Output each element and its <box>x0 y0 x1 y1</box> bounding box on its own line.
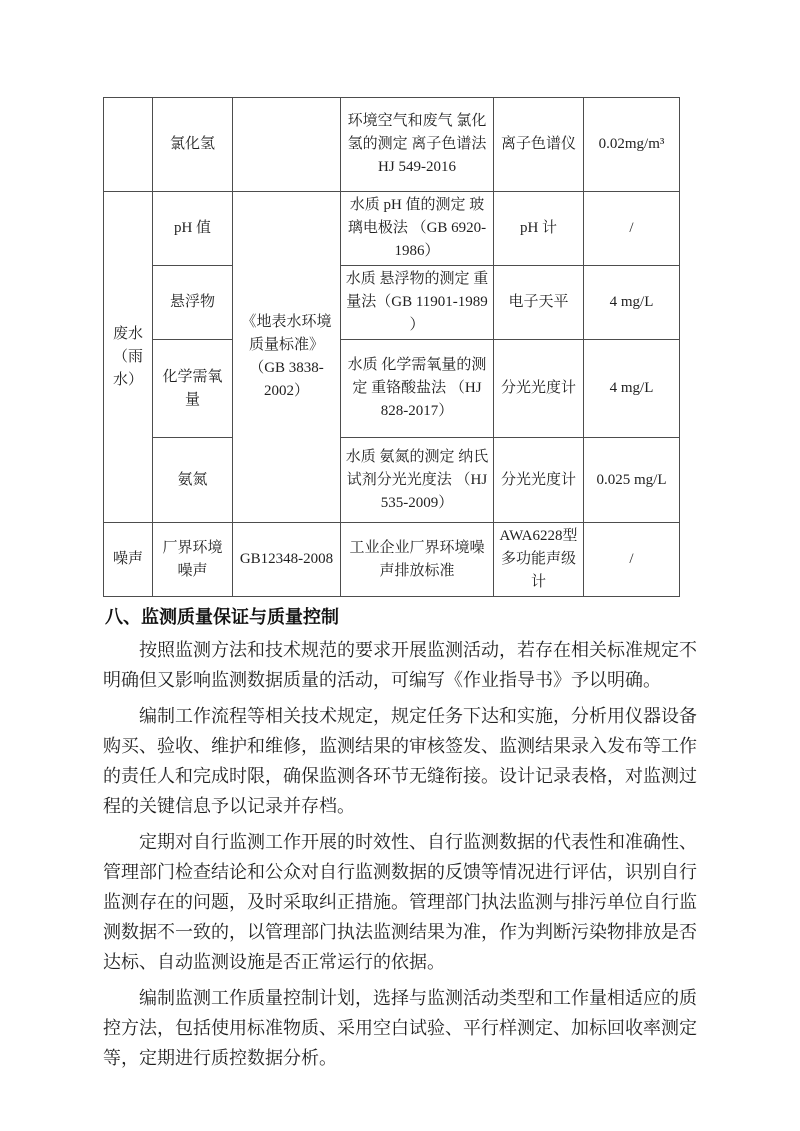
method-cell: 水质 悬浮物的测定 重量法（GB 11901-1989 ） <box>341 266 494 340</box>
instrument-cell: pH 计 <box>494 192 584 266</box>
method-cell: 工业企业厂界环境噪声排放标准 <box>341 523 494 597</box>
paragraph-evaluation: 定期对自行监测工作开展的时效性、自行监测数据的代表性和准确性、管理部门检查结论和公众对自行监测数据的反馈等情况进行评估，识别自行监测存在的问题，及时采取纠正措施。管理部门执法监测与排污单位自行监测数据不一致的，以管理部门执法监测结果为准，作为判断污染物排放是否达标、自动监测设施是否正常运行的依据。 <box>103 832 697 972</box>
method-cell: 环境空气和废气 氯化氢的测定 离子色谱法 HJ 549-2016 <box>341 98 494 192</box>
limit-cell: 0.02mg/m³ <box>584 98 680 192</box>
table-row <box>104 266 680 340</box>
category-cell <box>104 98 153 192</box>
method-cell: 水质 pH 值的测定 玻璃电极法 （GB 6920-1986） <box>341 192 494 266</box>
standard-cell: GB12348-2008 <box>233 523 341 597</box>
limit-cell: / <box>584 192 680 266</box>
table-row <box>104 438 680 523</box>
limit-cell: 0.025 mg/L <box>584 438 680 523</box>
pollutant-cell: 氨氮 <box>153 438 233 523</box>
table-row <box>104 98 680 192</box>
limit-cell: / <box>584 523 680 597</box>
method-cell: 水质 氨氮的测定 纳氏试剂分光光度法 （HJ 535-2009） <box>341 438 494 523</box>
section-heading: 八、监测质量保证与质量控制 <box>105 607 339 627</box>
category-cell: 废水（雨水） <box>104 192 153 523</box>
table-row <box>104 523 680 597</box>
standard-cell <box>233 98 341 192</box>
instrument-cell: 分光光度计 <box>494 340 584 438</box>
limit-cell: 4 mg/L <box>584 266 680 340</box>
instrument-cell: 离子色谱仪 <box>494 98 584 192</box>
table-row <box>104 192 680 266</box>
instrument-cell: 电子天平 <box>494 266 584 340</box>
pollutant-cell: 化学需氧量 <box>153 340 233 438</box>
paragraph-workflow: 编制工作流程等相关技术规定，规定任务下达和实施，分析用仪器设备购买、验收、维护和维修，监测结果的审核签发、监测结果录入发布等工作的责任人和完成时限，确保监测各环节无缝衔接。设计记录表格，对监测过程的关键信息予以记录并存档。 <box>103 706 697 816</box>
pollutant-cell: 悬浮物 <box>153 266 233 340</box>
pollutant-cell: 厂界环境噪声 <box>153 523 233 597</box>
limit-cell: 4 mg/L <box>584 340 680 438</box>
standard-cell: 《地表水环境质量标准》（GB 3838-2002） <box>233 192 341 523</box>
pollutant-cell: 氯化氢 <box>153 98 233 192</box>
table-row <box>104 340 680 438</box>
paragraph-qc-plan: 编制监测工作质量控制计划，选择与监测活动类型和工作量相适应的质控方法，包括使用标准物质、采用空白试验、平行样测定、加标回收率测定等，定期进行质控数据分析。 <box>103 988 697 1068</box>
pollutant-cell: pH 值 <box>153 192 233 266</box>
instrument-cell: AWA6228型多功能声级计 <box>494 523 584 597</box>
instrument-cell: 分光光度计 <box>494 438 584 523</box>
paragraph-quality-activities: 按照监测方法和技术规范的要求开展监测活动，若存在相关标准规定不明确但又影响监测数据质量的活动，可编写《作业指导书》予以明确。 <box>103 640 697 690</box>
category-cell: 噪声 <box>104 523 153 597</box>
method-cell: 水质 化学需氧量的测定 重铬酸盐法 （HJ 828-2017） <box>341 340 494 438</box>
document-content <box>103 97 697 1079</box>
monitoring-table <box>103 97 680 597</box>
